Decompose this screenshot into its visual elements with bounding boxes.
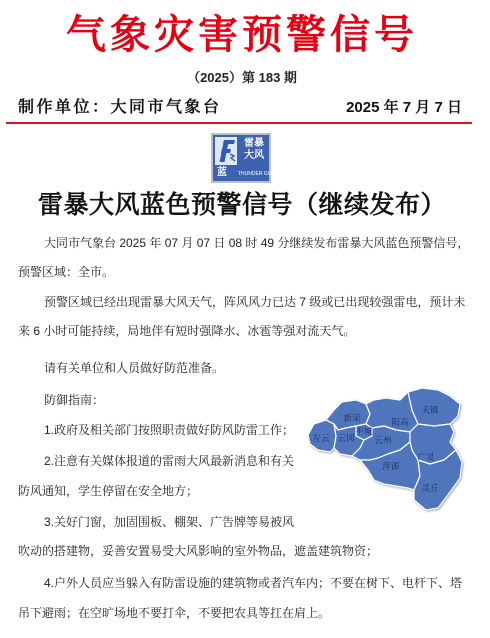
map-label-yunzhou: 云州 xyxy=(374,435,392,445)
guide-item-3: 3.关好门窗，加固围板、棚架、广告牌等易被风 xyxy=(44,515,295,529)
header-divider xyxy=(6,122,472,124)
document-title: 气象灾害预警信号 xyxy=(66,12,418,57)
map-label-zuoyun: 左云 xyxy=(312,433,330,443)
map-label-guangling: 广灵 xyxy=(417,452,435,462)
guide-item-3-cont: 吹动的搭建物，妥善安置易受大风影响的室外物品，遮盖建筑物资； xyxy=(18,544,379,558)
guide-item-2-cont: 防风通知，学生停留在安全地方； xyxy=(18,484,199,498)
map-label-yanggao: 阳高 xyxy=(391,417,409,427)
paragraph-line: 预警区域：全市。 xyxy=(18,265,115,279)
producer-unit: 制作单位：大同市气象台 xyxy=(18,99,222,116)
badge-level-label: 蓝 xyxy=(217,167,227,178)
map-label-tianzhen: 天镇 xyxy=(421,405,439,415)
guide-item-4: 4.户外人员应当躲入有防雷设施的建筑物或者汽车内；不要在树下、电杆下、塔 xyxy=(44,576,463,590)
map-label-hunyuan: 浑源 xyxy=(382,461,400,471)
map-label-lingqiu: 灵丘 xyxy=(421,483,439,493)
badge-name-line2: 大风 xyxy=(244,150,264,161)
warning-signal-badge xyxy=(211,133,278,183)
thunder-gust-icon xyxy=(215,137,237,165)
warning-area-map xyxy=(300,380,470,515)
issue-number: （2025）第 183 期 xyxy=(187,70,297,85)
badge-english-label: THUNDER GUST xyxy=(238,171,278,177)
guide-item-2: 2.注意有关媒体报道的雷雨大风最新消息和有关 xyxy=(44,454,295,468)
paragraph-line: 预警区域已经出现雷暴大风天气，阵风风力已达 7 级或已出现较强雷电，预计未 xyxy=(44,295,466,309)
issue-date: 2025 年 7 月 7 日 xyxy=(346,99,462,116)
paragraph-line: 来 6 小时可能持续，局地伴有短时强降水、冰雹等强对流天气。 xyxy=(18,324,356,338)
warning-headline: 雷暴大风蓝色预警信号（继续发布） xyxy=(37,191,446,219)
map-label-yungang: 云冈 xyxy=(337,433,355,443)
badge-signal-name xyxy=(241,138,267,162)
paragraph-line: 请有关单位和人员做好防范准备。 xyxy=(44,361,225,375)
paragraph-line: 大同市气象台 2025 年 07 月 07 日 08 时 49 分继续发布雷暴大风蓝色预警信号， xyxy=(44,236,470,250)
defense-guide-heading: 防御指南： xyxy=(44,393,105,407)
map-label-xinrong: 新荣 xyxy=(343,413,361,423)
guide-item-4-cont: 吊下避雨；在空旷场地不要打伞，不要把农具等扛在肩上。 xyxy=(18,606,331,620)
badge-name-line1: 雷暴 xyxy=(244,138,264,149)
map-label-pingcheng: 平城 xyxy=(355,426,373,436)
guide-item-1: 1.政府及相关部门按照职责做好防风防雷工作； xyxy=(44,423,295,437)
